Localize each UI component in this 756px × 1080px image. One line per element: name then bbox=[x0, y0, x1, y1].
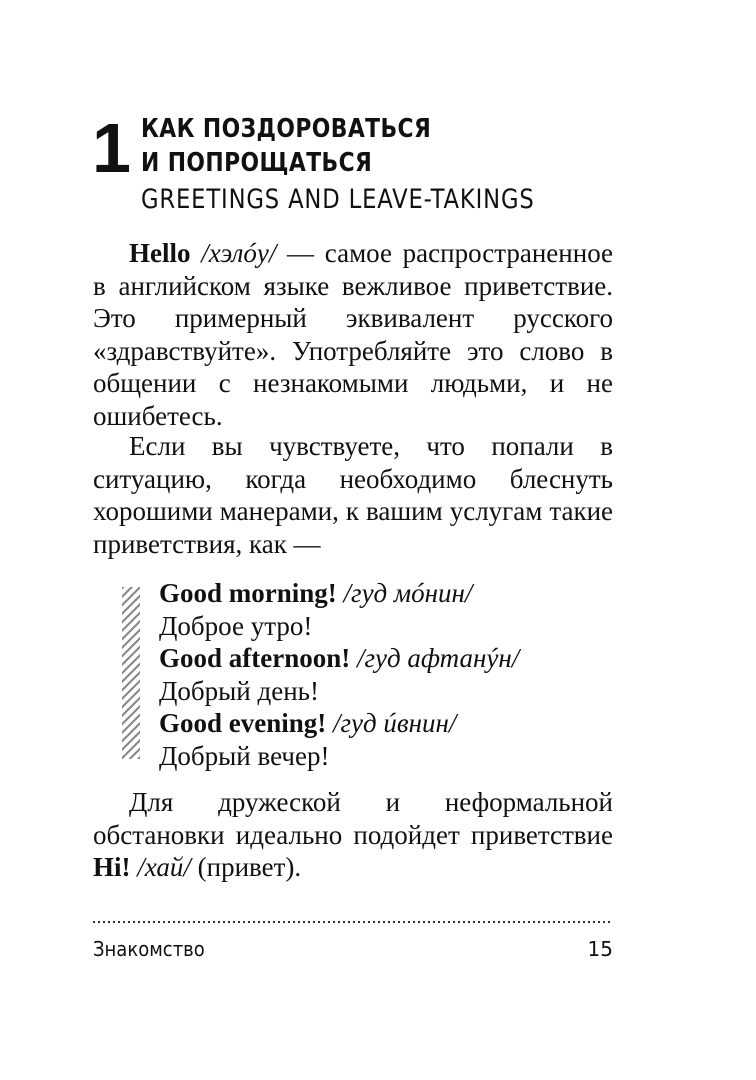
transcription-hello: /хэлóу/ bbox=[190, 238, 277, 268]
phrase-ru: Доброе утро! bbox=[159, 610, 313, 641]
paragraph-informal bbox=[93, 786, 613, 884]
paragraph-formal-text: Если вы чувствуете, что попали в ситуацию, когда необходимо блеснуть хорошими манерами, к вашим услугам такие приветствия, как — bbox=[93, 431, 613, 559]
phrase-en: Good morning! /гуд мóнин/ bbox=[159, 578, 473, 608]
chapter-number: 1 bbox=[92, 109, 129, 187]
phrase-en: Good evening! /гуд úвнин/ bbox=[159, 708, 457, 738]
chapter-title-ru-line1: КАК ПОЗДОРОВАТЬСЯ bbox=[141, 114, 432, 144]
paragraph-hello bbox=[93, 237, 613, 432]
chapter-title-en: GREETINGS AND LEAVE-TAKINGS bbox=[141, 184, 535, 215]
term-hi: Hi! bbox=[93, 852, 131, 882]
footer-section-title: Знакомство bbox=[93, 937, 205, 961]
paragraph-informal-text-after: (привет). bbox=[190, 852, 302, 882]
phrase-ru: Добрый вечер! bbox=[159, 740, 330, 771]
term-hello: Hello bbox=[129, 238, 191, 268]
hatch-bar-decoration bbox=[122, 587, 140, 759]
footer-dotted-rule bbox=[93, 921, 613, 923]
transcription-hi: /хай/ bbox=[130, 852, 191, 882]
chapter-heading bbox=[141, 112, 621, 218]
chapter-title-ru-line2: И ПОПРОЩАТЬСЯ bbox=[141, 148, 373, 178]
paragraph-hello-text: — самое распространенное в английском языке вежливое приветствие. Это примерный эквивалент русского «здравствуйте». Употребляйте это слово в общении с незнакомыми людьми, и не ошибетесь. bbox=[93, 238, 614, 431]
paragraph-formal bbox=[93, 430, 613, 560]
phrase-ru: Добрый день! bbox=[159, 675, 319, 706]
phrase-en: Good afternoon! /гуд афтанýн/ bbox=[159, 643, 520, 673]
paragraph-informal-text-before: Для дружеской и неформальной обстановки идеально подойдет приветствие bbox=[93, 787, 613, 850]
page-number: 15 bbox=[587, 937, 613, 961]
